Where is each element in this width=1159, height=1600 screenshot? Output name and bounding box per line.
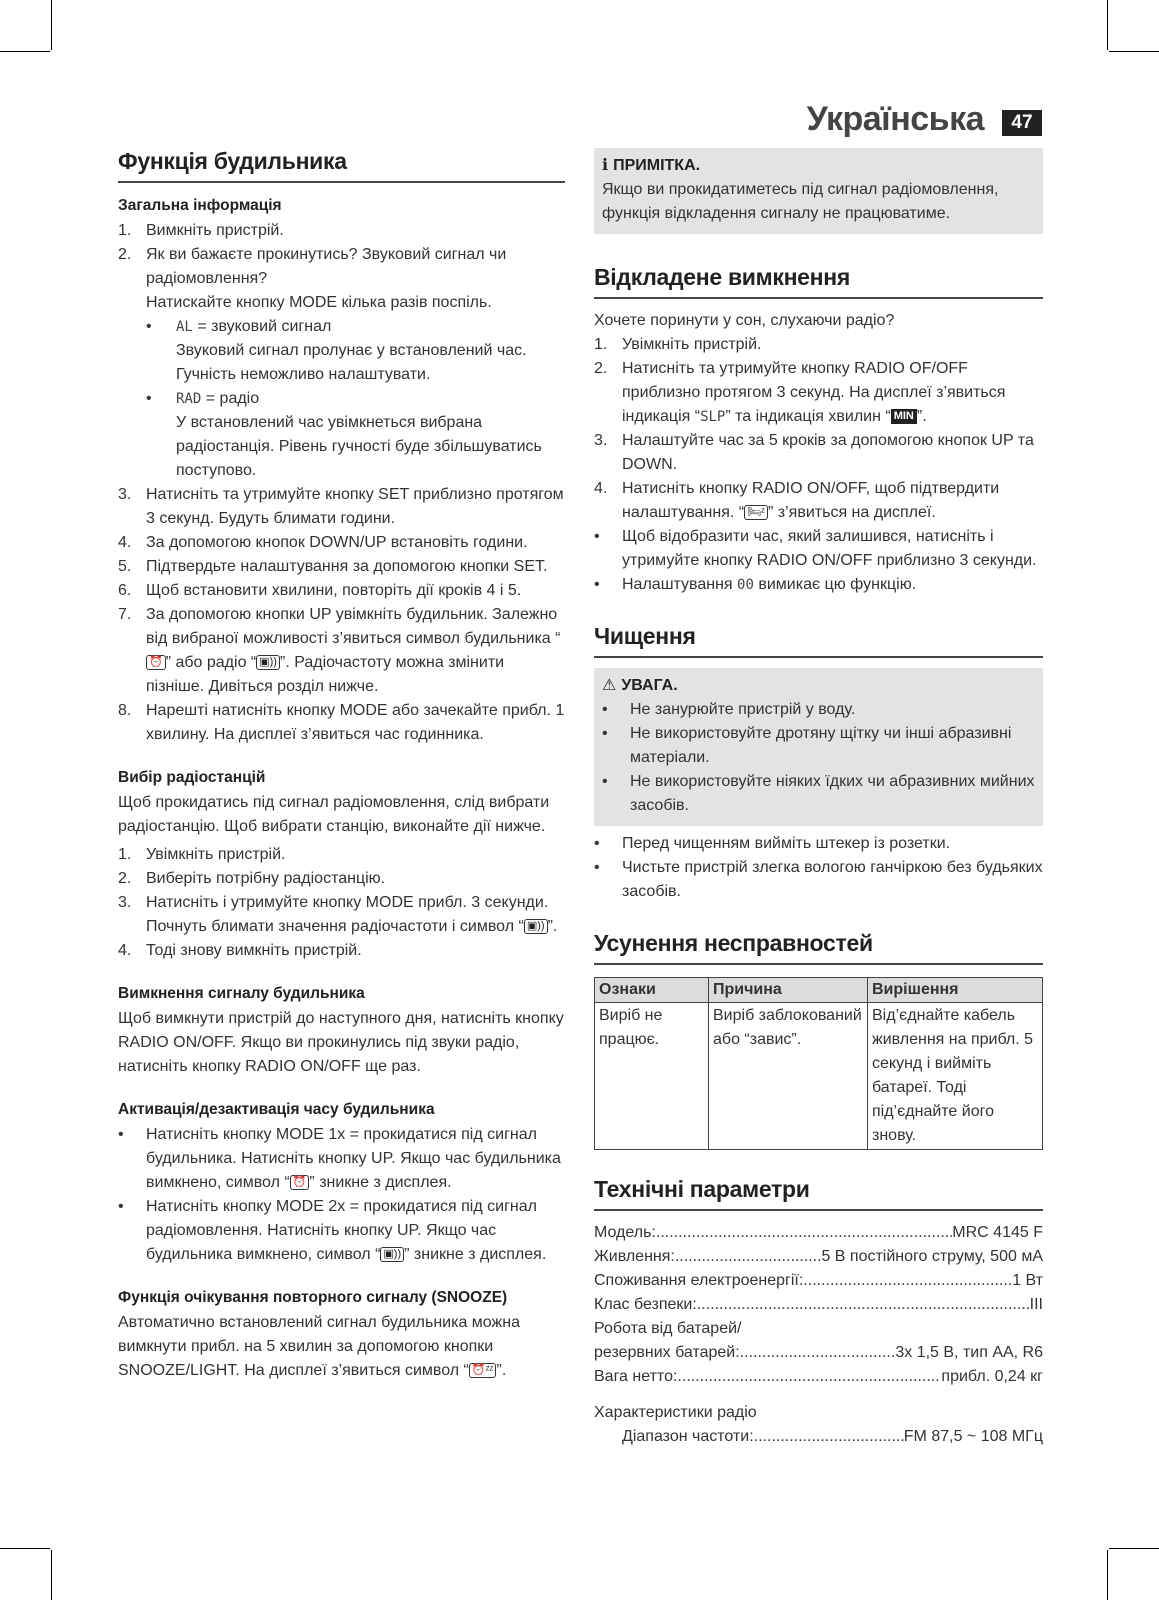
page-language-title: Українська	[806, 100, 984, 138]
list-item: • Налаштування 00 вимикає цю функцію.	[594, 576, 917, 593]
activate-heading: Активація/дезактивація часу будильника	[118, 1101, 435, 1118]
radio-icon: ▣))	[380, 1247, 404, 1262]
spec-row: Вага нетто: ..... прибл. 0,24 кг	[594, 1365, 1043, 1389]
info-icon: ℹ	[602, 157, 609, 174]
snooze-text: Автоматично встановлений сигнал будильника можна вимкнути прибл. на 5 хвилин за допомогою кнопки SNOOZE/LIGHT. На дисплеї з’явиться символ “ ⏰ᶻᶻ ”.	[118, 1314, 520, 1379]
alarm-code: AL	[176, 319, 193, 335]
left-column	[118, 148, 565, 1383]
list-item: 4. Натисніть кнопку RADIO ON/OFF, щоб підтвердити налаштування. “ 🛏ᶻ ” з’явиться на дисплеї.	[594, 480, 1000, 521]
spec-row: Живлення: ..... 5 В постійного струму, 500 мА	[594, 1245, 1043, 1269]
alarm-clock-icon: ⏰	[290, 1175, 310, 1190]
list-item: 5. Підтвердьте налаштування за допомогою кнопки SET.	[118, 558, 548, 575]
spec-row: Діапазон частоти: ..... FM 87,5 ~ 108 МГц	[594, 1425, 1043, 1449]
list-item: 3. Налаштуйте час за 5 кроків за допомогою кнопок UP та DOWN.	[594, 432, 1034, 473]
crop-mark	[1109, 51, 1159, 52]
sleep-code: SLP	[700, 409, 726, 425]
station-intro: Щоб прокидатись під сигнал радіомовлення, слід вибрати радіостанцію. Щоб вибрати станцію, виконайте дії нижче.	[118, 794, 550, 835]
crop-mark	[1109, 1548, 1159, 1549]
general-info-heading: Загальна інформація	[118, 197, 282, 214]
alarm-off-heading: Вимкнення сигналу будильника	[118, 985, 365, 1002]
warning-icon: ⚠	[602, 677, 617, 694]
list-item: 7. За допомогою кнопки UP увімкніть будильник. Залежно від вибраної можливості з’явиться символ будильника “⏰ ” або радіо “ ▣)) ”. Радіочастоту можна змінити пізніше. Дивіться розділ нижче.	[118, 606, 561, 695]
list-item: 4. За допомогою кнопок DOWN/UP встановіть години.	[118, 534, 528, 551]
station-steps	[118, 843, 565, 963]
crop-mark	[0, 51, 50, 52]
note-title: ПРИМІТКА.	[613, 157, 701, 174]
min-indicator: MIN	[891, 409, 917, 424]
general-steps	[118, 219, 565, 747]
list-item: 4. Тоді знову вимкніть пристрій.	[118, 942, 362, 959]
warning-box	[594, 668, 1043, 826]
table-cell: Виріб заблокований або “завис”.	[709, 1003, 868, 1150]
trouble-table	[594, 977, 1043, 1150]
list-item: 2. Натисніть та утримуйте кнопку RADIO OF/OFF приблизно протягом 3 секунд. На дисплеї з’явиться індикація “SLP” та індикація хвилин “ MIN ”.	[594, 360, 1006, 425]
list-item: • Натисніть кнопку MODE 2x = прокидатися під сигнал радіомовлення. Натисніть кнопку UP. Якщо час будильника вимкнено, символ “ ▣)) ” зникне з дисплея.	[118, 1198, 547, 1263]
sleep-icon: 🛏ᶻ	[744, 505, 768, 520]
spec-radio-title: Характеристики радіо	[594, 1404, 757, 1421]
right-column	[594, 148, 1043, 1449]
radio-icon: ▣))	[524, 919, 548, 934]
crop-mark	[51, 1550, 52, 1600]
sleep-intro: Хочете поринути у сон, слухаючи радіо?	[594, 312, 895, 329]
cleaning-heading: Чищення	[594, 623, 1043, 658]
activate-list	[118, 1123, 565, 1267]
sleep-heading: Відкладене вимкнення	[594, 264, 1043, 299]
list-item: • Не використовуйте ніяких їдких чи абразивних мийних засобів.	[602, 773, 1035, 814]
list-item: • Щоб відобразити час, який залишився, натисніть і утримуйте кнопку RADIO ON/OFF приблизно 3 секунди.	[594, 528, 1037, 569]
sub-item-alarm: • AL = звуковий сигнал Звуковий сигнал пролунає у встановлений час. Гучність неможливо налаштувати.	[146, 318, 527, 383]
station-heading: Вибір радіостанцій	[118, 769, 266, 786]
radio-code: RAD	[176, 391, 202, 407]
spec-battery-label: Робота від батарей/	[594, 1320, 742, 1337]
warning-title: УВАГА.	[621, 677, 678, 694]
list-item: 2. Виберіть потрібну радіостанцію.	[118, 870, 386, 887]
list-item: 1. Увімкніть пристрій.	[594, 336, 762, 353]
list-item: • Чистьте пристрій злегка вологою ганчіркою без будьяких засобів.	[594, 859, 1043, 900]
list-item: 3. Натисніть і утримуйте кнопку MODE прибл. 3 секунди. Почнуть блимати значення радіочастоти і символ “ ▣)) ”.	[118, 894, 558, 935]
table-cell: Виріб не працює.	[595, 1003, 709, 1150]
sleep-steps	[594, 333, 1043, 597]
specs-list	[594, 1221, 1043, 1449]
list-item: 3. Натисніть та утримуйте кнопку SET приблизно протягом 3 секунд. Будуть блимати години.	[118, 486, 564, 527]
spec-row: Модель: ..... MRC 4145 F	[594, 1221, 1043, 1245]
note-text: Якщо ви прокидатиметесь під сигнал радіомовлення, функція відкладення сигналу не працюватиме.	[602, 181, 999, 222]
crop-mark	[51, 0, 52, 50]
page-number: 47	[1002, 110, 1042, 136]
snooze-heading: Функція очікування повторного сигналу (SNOOZE)	[118, 1289, 508, 1306]
list-item: • Не використовуйте дротяну щітку чи інші абразивні матеріали.	[602, 725, 1012, 766]
crop-mark	[1107, 0, 1108, 50]
cleaning-list	[594, 832, 1043, 904]
snooze-icon: ⏰ᶻᶻ	[469, 1363, 497, 1378]
sub-item-radio: • RAD = радіо У встановлений час увімкнеться вибрана радіостанція. Рівень гучності буде збільшуватись поступово.	[146, 390, 542, 479]
list-item: 1. Вимкніть пристрій.	[118, 222, 284, 239]
table-cell: Від’єднайте кабель живлення на прибл. 5 секунд і вийміть батареї. Тоді під’єднайте його знову.	[868, 1003, 1043, 1150]
table-header: Вирішення	[868, 978, 1043, 1003]
list-item: 2. Як ви бажаєте прокинутись? Звуковий сигнал чи радіомовлення? Натискайте кнопку MODE кілька разів поспіль.	[118, 246, 507, 311]
spec-row: резервних батарей: ..... 3x 1,5 В, тип AA, R6	[594, 1341, 1043, 1365]
table-row	[595, 1003, 1043, 1150]
zero-code: 00	[737, 577, 754, 593]
alarm-clock-icon: ⏰	[146, 655, 166, 670]
crop-mark	[0, 1548, 50, 1549]
spec-row: Клас безпеки: ..... III	[594, 1293, 1043, 1317]
alarm-heading: Функція будильника	[118, 148, 565, 183]
list-item: • Натисніть кнопку MODE 1x = прокидатися під сигнал будильника. Натисніть кнопку UP. Якщо час будильника вимкнено, символ “ ⏰ ” зникне з дисплея.	[118, 1126, 561, 1191]
alarm-off-text: Щоб вимкнути пристрій до наступного дня, натисніть кнопку RADIO ON/OFF. Якщо ви прокинулись під звуки радіо, натисніть кнопку RADIO ON/OFF ще раз.	[118, 1010, 564, 1075]
list-item: 8. Нарешті натисніть кнопку MODE або зачекайте прибл. 1 хвилину. На дисплеї з’явиться час годинника.	[118, 702, 565, 743]
radio-icon: ▣))	[256, 655, 280, 670]
trouble-heading: Усунення несправностей	[594, 930, 1043, 965]
note-box	[594, 148, 1043, 234]
crop-mark	[1107, 1550, 1108, 1600]
list-item: • Перед чищенням вийміть штекер із розетки.	[594, 835, 951, 852]
specs-heading: Технічні параметри	[594, 1176, 1043, 1211]
list-item: 1. Увімкніть пристрій.	[118, 846, 286, 863]
list-item: • Не занурюйте пристрій у воду.	[602, 701, 856, 718]
list-item: 6. Щоб встановити хвилини, повторіть дії кроків 4 і 5.	[118, 582, 522, 599]
table-header: Причина	[709, 978, 868, 1003]
table-header: Ознаки	[595, 978, 709, 1003]
spec-row: Споживання електроенергії: ..... 1 Вт	[594, 1269, 1043, 1293]
